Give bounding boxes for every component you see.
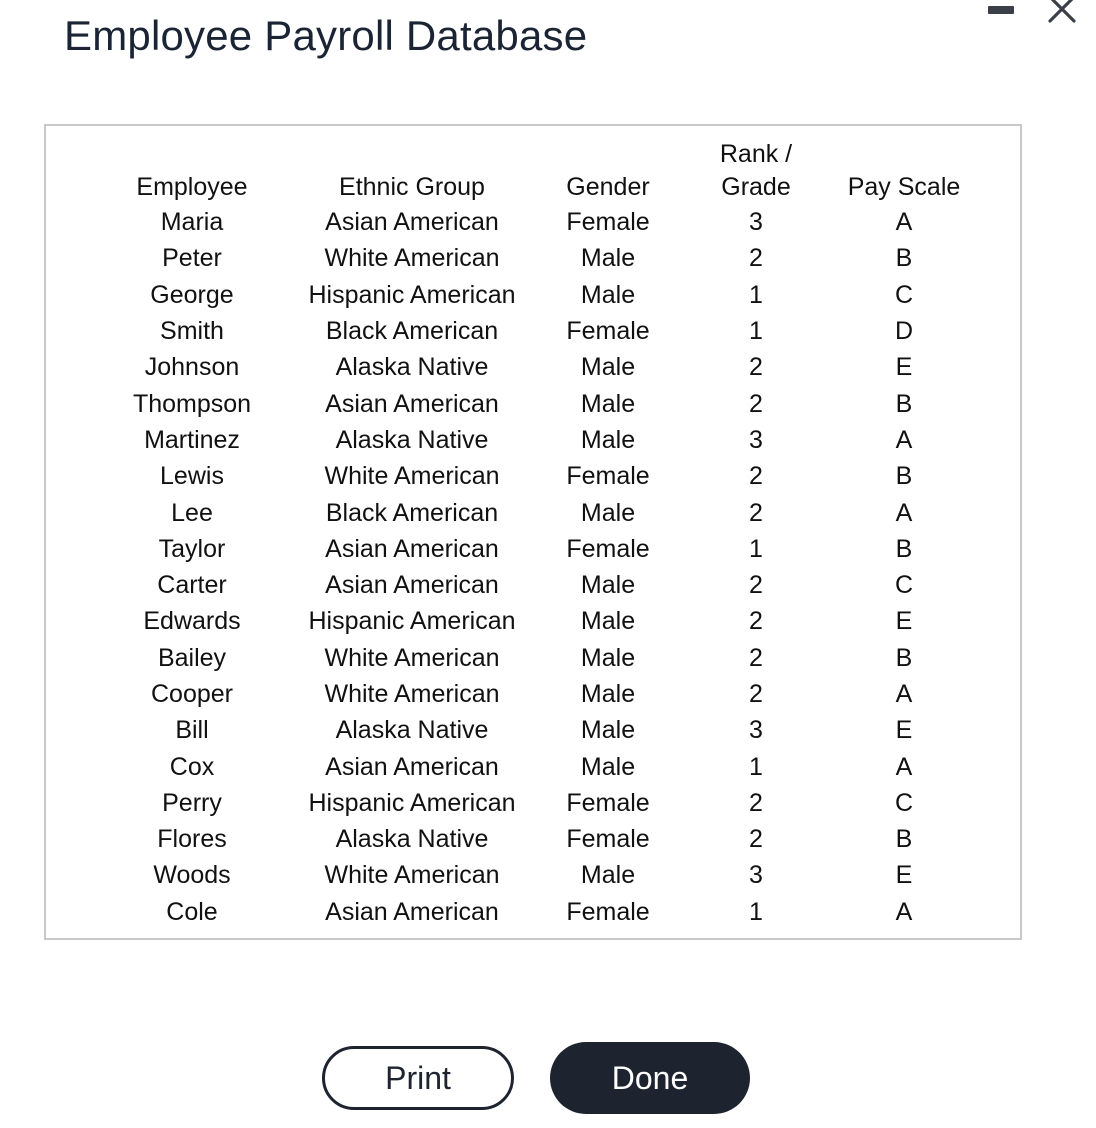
cell-employee: Lewis xyxy=(160,462,224,491)
cell-employee: Edwards xyxy=(143,607,241,636)
cell-employee: Carter xyxy=(157,571,227,600)
cell-ethnic-group: Alaska Native xyxy=(335,353,489,382)
cell-ethnic-group: Hispanic American xyxy=(308,607,516,636)
cell-rank-grade: 1 xyxy=(749,752,763,781)
header-pay-scale: Pay Scale xyxy=(847,173,961,201)
cell-employee: Bill xyxy=(175,716,209,745)
table-row xyxy=(104,531,968,567)
cell-ethnic-group: White American xyxy=(324,244,500,273)
table-row xyxy=(104,349,968,385)
cell-ethnic-group: White American xyxy=(324,643,500,672)
cell-ethnic-group: Asian American xyxy=(325,571,499,600)
cell-rank-grade: 2 xyxy=(749,607,763,636)
cell-employee: Flores xyxy=(157,825,227,854)
cell-ethnic-group: Alaska Native xyxy=(335,716,489,745)
cell-rank-grade: 2 xyxy=(749,571,763,600)
cell-rank-grade: 1 xyxy=(749,317,763,346)
cell-employee: Smith xyxy=(160,317,224,346)
cell-gender: Female xyxy=(566,788,650,817)
table-row xyxy=(104,494,968,530)
header-ethnic-group: Ethnic Group xyxy=(339,173,485,201)
cell-pay-scale: D xyxy=(894,317,914,346)
cell-rank-grade: 1 xyxy=(749,534,763,563)
cell-pay-scale: A xyxy=(895,498,913,527)
cell-rank-grade: 2 xyxy=(749,353,763,382)
cell-pay-scale: E xyxy=(895,353,913,382)
table-body xyxy=(104,204,968,930)
cell-employee: Lee xyxy=(171,498,213,527)
table-row xyxy=(104,567,968,603)
cell-employee: Cox xyxy=(169,752,215,781)
cell-pay-scale: A xyxy=(895,752,913,781)
table-row xyxy=(104,240,968,276)
done-button[interactable]: Done xyxy=(550,1042,750,1114)
cell-employee: Bailey xyxy=(157,643,227,672)
header-gender: Gender xyxy=(566,173,650,201)
table-row xyxy=(104,422,968,458)
payroll-table-container xyxy=(44,124,1022,940)
cell-rank-grade: 1 xyxy=(749,897,763,926)
cell-gender: Male xyxy=(580,643,636,672)
close-button[interactable] xyxy=(1044,0,1080,24)
cell-employee: Perry xyxy=(162,788,222,817)
cell-ethnic-group: Asian American xyxy=(325,897,499,926)
table-row xyxy=(104,277,968,313)
payroll-table xyxy=(104,138,968,930)
table-row xyxy=(104,603,968,639)
cell-gender: Male xyxy=(580,752,636,781)
table-row xyxy=(104,676,968,712)
cell-rank-grade: 2 xyxy=(749,462,763,491)
table-header-row xyxy=(104,138,968,204)
cell-pay-scale: A xyxy=(895,897,913,926)
cell-gender: Male xyxy=(580,607,636,636)
cell-gender: Male xyxy=(580,680,636,708)
cell-employee: George xyxy=(150,280,234,309)
header-rank-line1: Rank / xyxy=(719,140,793,168)
cell-gender: Female xyxy=(566,317,650,346)
cell-ethnic-group: Asian American xyxy=(325,208,499,237)
cell-pay-scale: B xyxy=(895,244,913,273)
cell-employee: Martinez xyxy=(144,425,240,454)
cell-gender: Female xyxy=(566,897,650,926)
window-controls xyxy=(986,0,1096,30)
cell-rank-grade: 3 xyxy=(749,425,763,454)
header-rank-grade xyxy=(672,138,840,204)
cell-rank-grade: 3 xyxy=(749,716,763,745)
cell-pay-scale: B xyxy=(895,389,913,418)
minimize-button[interactable] xyxy=(986,0,1016,22)
cell-rank-grade: 2 xyxy=(749,389,763,418)
cell-ethnic-group: White American xyxy=(324,861,500,890)
cell-gender: Male xyxy=(580,244,636,273)
cell-employee: Maria xyxy=(160,208,224,237)
cell-ethnic-group: Black American xyxy=(325,317,499,346)
cell-ethnic-group: White American xyxy=(324,462,500,491)
cell-ethnic-group: Hispanic American xyxy=(308,788,516,817)
cell-pay-scale: B xyxy=(895,825,913,854)
cell-ethnic-group: Alaska Native xyxy=(335,425,489,454)
header-employee: Employee xyxy=(136,173,248,201)
cell-employee: Cooper xyxy=(151,680,233,708)
cell-ethnic-group: Hispanic American xyxy=(308,280,516,309)
cell-ethnic-group: Asian American xyxy=(325,389,499,418)
cell-pay-scale: C xyxy=(894,280,914,309)
cell-rank-grade: 3 xyxy=(749,208,763,237)
header-rank-line2: Grade xyxy=(721,173,791,201)
cell-pay-scale: E xyxy=(895,861,913,890)
cell-ethnic-group: Alaska Native xyxy=(335,825,489,854)
cell-employee: Johnson xyxy=(144,353,240,382)
cell-pay-scale: C xyxy=(894,788,914,817)
table-row xyxy=(104,204,968,240)
cell-pay-scale: B xyxy=(895,643,913,672)
cell-gender: Male xyxy=(580,425,636,454)
cell-ethnic-group: Asian American xyxy=(325,534,499,563)
table-row xyxy=(104,748,968,784)
table-row xyxy=(104,313,968,349)
cell-pay-scale: A xyxy=(895,680,913,708)
cell-rank-grade: 2 xyxy=(749,643,763,672)
table-row xyxy=(104,785,968,821)
cell-gender: Female xyxy=(566,462,650,491)
cell-gender: Male xyxy=(580,280,636,309)
table-row xyxy=(104,385,968,421)
cell-ethnic-group: Black American xyxy=(325,498,499,527)
dialog-title: Employee Payroll Database xyxy=(64,12,588,59)
cell-rank-grade: 1 xyxy=(749,280,763,309)
cell-ethnic-group: Asian American xyxy=(325,752,499,781)
cell-pay-scale: E xyxy=(895,716,913,745)
cell-rank-grade: 2 xyxy=(749,498,763,527)
cell-employee: Cole xyxy=(166,897,218,926)
cell-employee: Peter xyxy=(162,244,222,273)
cell-gender: Female xyxy=(566,208,650,237)
minimize-icon xyxy=(988,6,1014,14)
cell-gender: Male xyxy=(580,861,636,890)
cell-gender: Female xyxy=(566,534,650,563)
close-icon xyxy=(1044,0,1080,24)
cell-employee: Thompson xyxy=(132,389,252,418)
table-row xyxy=(104,894,968,930)
table-row xyxy=(104,640,968,676)
table-row xyxy=(104,458,968,494)
cell-pay-scale: B xyxy=(895,534,913,563)
cell-rank-grade: 2 xyxy=(749,825,763,854)
cell-gender: Male xyxy=(580,498,636,527)
cell-gender: Male xyxy=(580,571,636,600)
cell-rank-grade: 2 xyxy=(749,244,763,273)
cell-gender: Male xyxy=(580,389,636,418)
cell-pay-scale: E xyxy=(895,607,913,636)
cell-ethnic-group: White American xyxy=(324,680,500,708)
cell-gender: Female xyxy=(566,825,650,854)
cell-pay-scale: C xyxy=(894,571,914,600)
table-row xyxy=(104,857,968,893)
cell-pay-scale: A xyxy=(895,208,913,237)
cell-rank-grade: 3 xyxy=(749,861,763,890)
cell-pay-scale: B xyxy=(895,462,913,491)
print-button[interactable]: Print xyxy=(322,1046,514,1110)
cell-rank-grade: 2 xyxy=(749,680,763,708)
cell-gender: Male xyxy=(580,716,636,745)
cell-gender: Male xyxy=(580,353,636,382)
table-row xyxy=(104,821,968,857)
cell-rank-grade: 2 xyxy=(749,788,763,817)
table-row xyxy=(104,712,968,748)
cell-employee: Taylor xyxy=(158,534,226,563)
cell-employee: Woods xyxy=(153,861,231,890)
cell-pay-scale: A xyxy=(895,425,913,454)
